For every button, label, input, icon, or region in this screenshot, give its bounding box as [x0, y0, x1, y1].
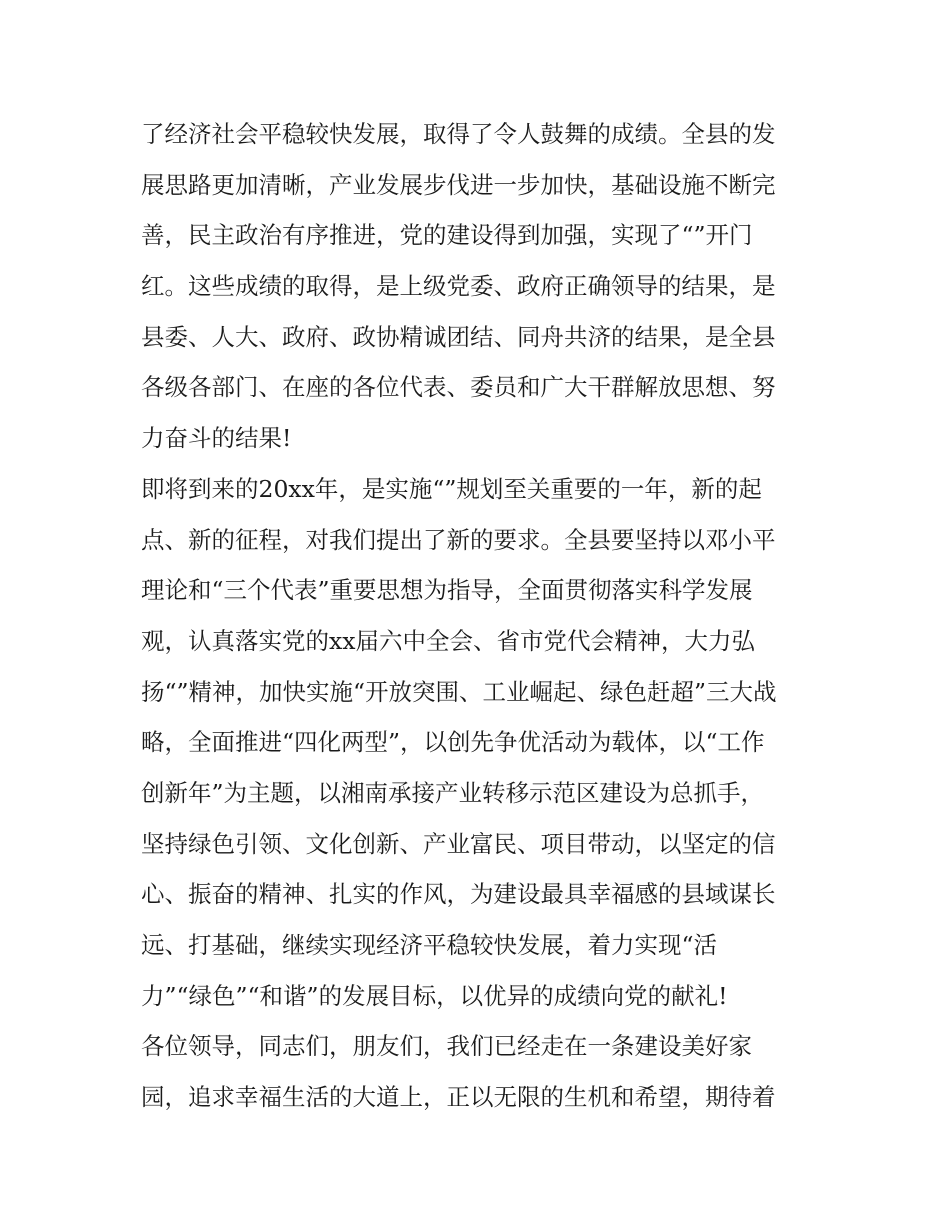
text-line-20: 园，追求幸福生活的大道上，正以无限的生机和希望，期待着 [141, 1083, 776, 1112]
document-body [141, 109, 821, 1123]
text-line-6: 各级各部门、在座的各位代表、委员和广大干群解放思想、努 [141, 373, 776, 402]
text-line-16: 心、振奋的精神、扎实的作风，为建设最具幸福感的县域谋长 [141, 880, 776, 909]
text-line-8: 即将到来的20xx年，是实施“”规划至关重要的一年，新的起 [141, 474, 762, 503]
text-line-15: 坚持绿色引领、文化创新、产业富民、项目带动，以坚定的信 [141, 829, 776, 858]
text-line-18: 力”“绿色”“和谐”的发展目标，以优异的成绩向党的献礼! [141, 981, 728, 1010]
text-line-13: 略，全面推进“四化两型”，以创先争优活动为载体，以“工作 [141, 728, 765, 757]
text-line-10: 理论和“三个代表”重要思想为指导，全面贯彻落实科学发展 [141, 576, 753, 605]
text-line-11: 观，认真落实党的xx届六中全会、省市党代会精神，大力弘 [141, 626, 756, 655]
text-line-1: 了经济社会平稳较快发展，取得了令人鼓舞的成绩。全县的发 [141, 120, 776, 148]
text-line-2: 展思路更加清晰，产业发展步伐进一步加快，基础设施不断完 [141, 170, 776, 199]
text-line-12: 扬“”精神，加快实施“开放突围、工业崛起、绿色赶超”三大战 [141, 677, 777, 706]
text-line-14: 创新年”为主题，以湘南承接产业转移示范区建设为总抓手， [141, 778, 765, 807]
text-line-7: 力奋斗的结果! [141, 424, 292, 453]
text-line-4: 红。这些成绩的取得，是上级党委、政府正确领导的结果，是 [141, 272, 776, 301]
text-line-17: 远、打基础，继续实现经济平稳较快发展，着力实现“活 [141, 931, 718, 959]
text-line-5: 县委、人大、政府、政协精诚团结、同舟共济的结果，是全县 [141, 322, 776, 351]
text-line-19: 各位领导，同志们，朋友们，我们已经走在一条建设美好家 [141, 1032, 752, 1061]
text-line-9: 点、新的征程，对我们提出了新的要求。全县要坚持以邓小平 [141, 525, 776, 554]
text-line-3: 善，民主政治有序推进，党的建设得到加强，实现了“”开门 [141, 221, 753, 250]
